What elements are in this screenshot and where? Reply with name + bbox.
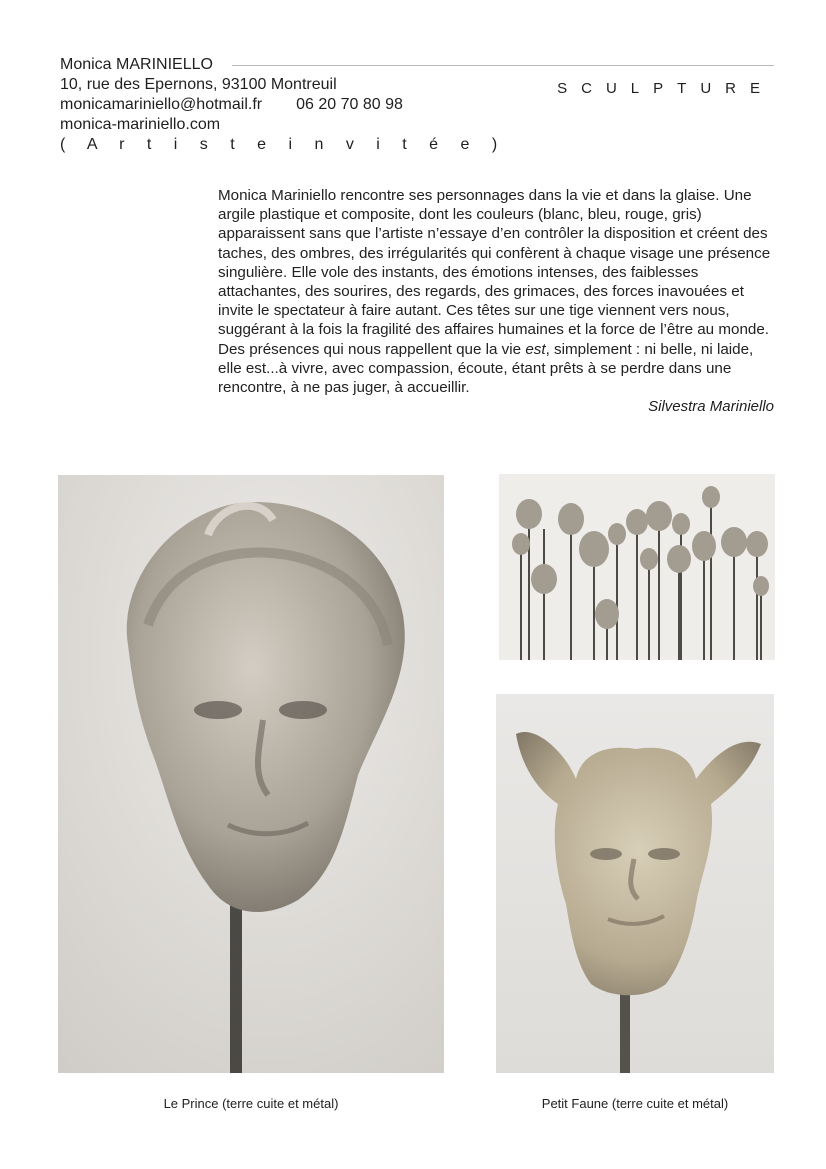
photo-heads-group [499,474,775,660]
section-title: SCULPTURE [557,80,774,97]
contact-block [60,55,506,155]
contact-line [60,95,506,115]
statement-part-1: Monica Mariniello rencontre ses personnages dans la vie et dans la glaise. Une argile plastique et composite, dont les couleurs (blanc, bleu, rouge, gris) apparaissent sans que l’artiste n’essaye d’en contrôler la disposition et créent des taches, des ombres, des irrégularités qui confèrent à chaque visage une présence singulière. Elle vole des instants, des émotions intenses, des faiblesses attachantes, des sourires, des regards, des grimaces, des forces inavouées et invite le spectateur à faire autant. Ces têtes sur une tige viennent vers nous, suggérant à la fois la fragilité des affaires humaines et la force de l’être au monde. Des présences qui nous rappellent que la vie [218,187,771,358]
artist-email[interactable]: monicamariniello@hotmail.fr [60,96,263,113]
guest-artist-label: ( A r t i s t e i n v i t é e ) [60,136,507,153]
statement-emphasis: est [525,340,546,358]
caption-petit-faune: Petit Faune (terre cuite et métal) [541,1096,729,1111]
artist-name: Monica MARINIELLO [60,56,213,73]
artist-statement [218,186,778,397]
caption-le-prince: Le Prince (terre cuite et métal) [163,1096,339,1111]
header-rule [232,65,774,66]
artist-phone: 06 20 70 80 98 [296,96,403,113]
statement-author: Silvestra Mariniello [648,398,774,415]
artist-address: 10, rue des Epernons, 93100 Montreuil [60,76,337,93]
photo-petit-faune [496,694,774,1073]
statement-part-2: , simplement : ni belle, ni laide, elle est...à vivre, avec compassion, écoute, étant prêts à se perdre dans une rencontre, à ne pas juger, à accueillir. [218,340,754,397]
artist-website[interactable]: monica-mariniello.com [60,116,221,133]
photo-le-prince [58,475,444,1073]
